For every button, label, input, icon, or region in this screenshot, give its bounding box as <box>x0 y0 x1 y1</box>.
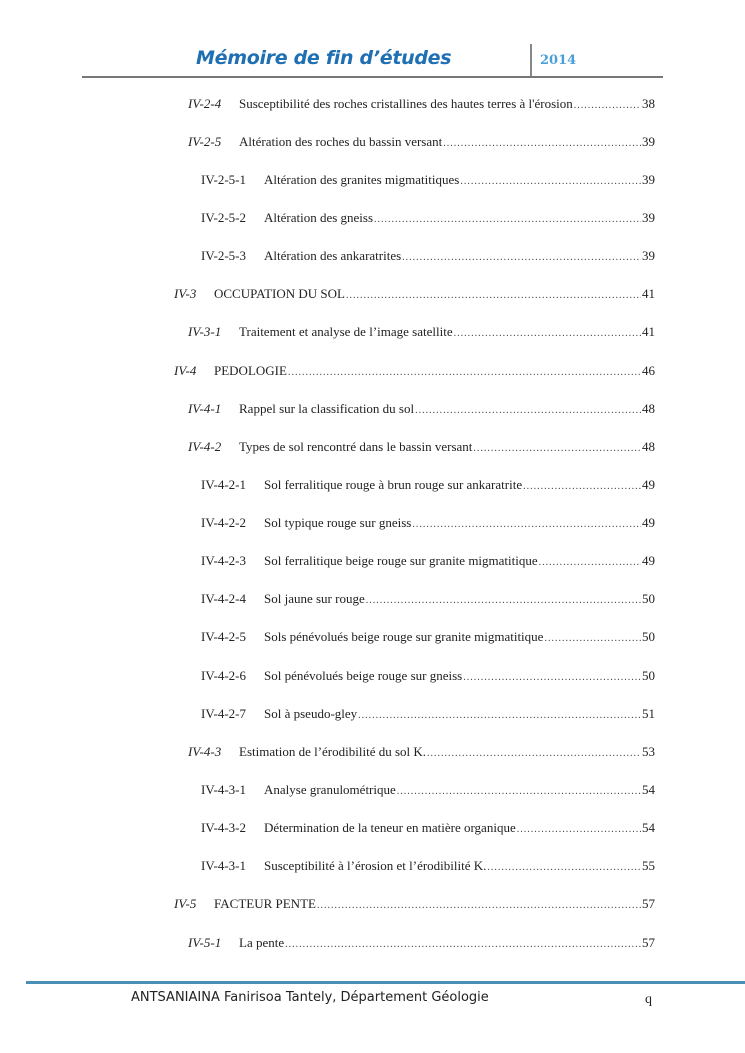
toc-leader <box>454 328 641 339</box>
toc-entry[interactable] <box>201 591 655 611</box>
toc-leader <box>427 748 641 759</box>
toc-number: IV-2-5-1 <box>201 172 247 187</box>
toc-number: IV-4-2 <box>188 439 222 454</box>
toc-title: Susceptibilité à l’érosion et l’érodibilité K. <box>264 858 487 873</box>
toc-page: 57 <box>642 896 655 911</box>
toc-page: 41 <box>642 286 655 301</box>
toc-leader <box>539 557 641 568</box>
toc-entry[interactable] <box>201 515 655 535</box>
toc-entry[interactable] <box>201 858 655 878</box>
toc-page: 57 <box>642 935 655 950</box>
toc-page: 49 <box>642 477 655 492</box>
toc-page: 48 <box>642 401 655 416</box>
toc-page: 49 <box>642 553 655 568</box>
toc-number: IV-4-2-7 <box>201 706 247 721</box>
footer-author: ANTSANIAINA Fanirisoa Tantely, Département Géologie <box>131 990 489 1005</box>
toc-leader <box>374 214 641 225</box>
toc-entry[interactable] <box>188 744 655 764</box>
toc-number: IV-5-1 <box>188 935 222 950</box>
toc-leader <box>285 939 641 950</box>
toc-entry[interactable] <box>201 210 655 230</box>
toc-leader <box>412 519 641 530</box>
toc-number: IV-4-3-1 <box>201 782 247 797</box>
toc-page: 50 <box>642 629 655 644</box>
toc-entry[interactable] <box>188 935 655 955</box>
toc-title: Altération des granites migmatitiques <box>264 172 460 187</box>
toc-number: IV-4 <box>174 363 197 378</box>
toc-page: 53 <box>642 744 655 759</box>
toc-number: IV-4-2-4 <box>201 591 247 606</box>
toc-page: 51 <box>642 706 655 721</box>
toc-title: Sol pénévolués beige rouge sur gneiss <box>264 668 463 683</box>
toc-leader <box>402 252 641 263</box>
toc-entry[interactable] <box>188 134 655 154</box>
toc-number: IV-4-2-1 <box>201 477 247 492</box>
toc-page: 55 <box>642 858 655 873</box>
toc-title: Sol typique rouge sur gneiss <box>264 515 412 530</box>
toc-leader <box>463 672 641 683</box>
toc-number: IV-4-3 <box>188 744 222 759</box>
toc-title: Altération des ankaratrites <box>264 248 402 263</box>
footer-page-number: q <box>645 992 652 1007</box>
toc-leader <box>544 633 641 644</box>
toc-number: IV-4-3-1 <box>201 858 247 873</box>
toc-leader <box>317 900 641 911</box>
toc-entry[interactable] <box>201 668 655 688</box>
toc-page: 38 <box>642 96 655 111</box>
toc-title: Détermination de la teneur en matière organique <box>264 820 516 835</box>
toc-entry[interactable] <box>201 248 655 268</box>
toc-title: Estimation de l’érodibilité du sol K. <box>239 744 427 759</box>
header-year: 2014 <box>540 53 577 68</box>
toc-leader <box>473 443 641 454</box>
toc-number: IV-2-5-3 <box>201 248 247 263</box>
header-title: Mémoire de fin d’études <box>196 47 452 69</box>
toc-title: Sol ferralitique beige rouge sur granite migmatitique <box>264 553 538 568</box>
toc-title: Traitement et analyse de l’image satellite <box>239 324 453 339</box>
toc-number: IV-4-2-3 <box>201 553 247 568</box>
toc-entry[interactable] <box>174 286 655 306</box>
toc-entry[interactable] <box>201 629 655 649</box>
toc-title: Rappel sur la classification du sol <box>239 401 415 416</box>
toc-entry[interactable] <box>174 363 655 383</box>
toc-entry[interactable] <box>188 401 655 421</box>
toc-leader <box>358 710 641 721</box>
toc-page: 46 <box>642 363 655 378</box>
toc-number: IV-4-1 <box>188 401 222 416</box>
toc-leader <box>574 100 641 111</box>
toc-number: IV-2-5-2 <box>201 210 247 225</box>
toc-leader <box>460 176 641 187</box>
toc-leader <box>487 862 641 873</box>
toc-number: IV-4-2-6 <box>201 668 247 683</box>
toc-number: IV-3 <box>174 286 197 301</box>
toc-entry[interactable] <box>201 820 655 840</box>
toc-page: 54 <box>642 782 655 797</box>
toc-page: 48 <box>642 439 655 454</box>
toc-page: 49 <box>642 515 655 530</box>
toc-page: 39 <box>642 134 655 149</box>
toc-leader <box>346 290 641 301</box>
toc-page: 39 <box>642 248 655 263</box>
toc-number: IV-2-5 <box>188 134 222 149</box>
toc-title: Analyse granulométrique <box>264 782 396 797</box>
toc-leader <box>523 481 641 492</box>
toc-entry[interactable] <box>201 553 655 573</box>
toc-entry[interactable] <box>188 324 655 344</box>
header-rule <box>82 76 663 78</box>
toc-page: 41 <box>642 324 655 339</box>
toc-number: IV-2-4 <box>188 96 222 111</box>
toc-title: FACTEUR PENTE <box>214 896 316 911</box>
toc-title: Susceptibilité des roches cristallines des hautes terres à l'érosion <box>239 96 573 111</box>
toc-title: Sol ferralitique rouge à brun rouge sur ankaratrite <box>264 477 523 492</box>
toc-title: Altération des roches du bassin versant <box>239 134 443 149</box>
toc-title: Sol jaune sur rouge <box>264 591 365 606</box>
toc-title: PEDOLOGIE <box>214 363 287 378</box>
toc-leader <box>415 405 641 416</box>
toc-leader <box>288 367 641 378</box>
footer-rule <box>26 981 745 984</box>
toc-title: La pente <box>239 935 285 950</box>
toc-leader <box>397 786 641 797</box>
toc-number: IV-4-3-2 <box>201 820 247 835</box>
toc-entry[interactable] <box>188 96 655 116</box>
toc-page: 54 <box>642 820 655 835</box>
toc-page: 39 <box>642 172 655 187</box>
toc-entry[interactable] <box>201 782 655 802</box>
toc-title: Types de sol rencontré dans le bassin versant <box>239 439 473 454</box>
toc-entry[interactable] <box>174 896 655 916</box>
toc-leader <box>517 824 641 835</box>
toc-title: Sol à pseudo-gley <box>264 706 358 721</box>
toc-number: IV-4-2-5 <box>201 629 247 644</box>
toc-title: Sols pénévolués beige rouge sur granite migmatitique <box>264 629 544 644</box>
toc-leader <box>366 595 641 606</box>
toc-title: OCCUPATION DU SOL <box>214 286 345 301</box>
toc-entry[interactable] <box>201 706 655 726</box>
header-separator <box>530 44 532 77</box>
toc-page: 39 <box>642 210 655 225</box>
toc-entry[interactable] <box>201 172 655 192</box>
toc-leader <box>443 138 641 149</box>
toc-page: 50 <box>642 668 655 683</box>
toc-number: IV-4-2-2 <box>201 515 247 530</box>
toc-number: IV-3-1 <box>188 324 222 339</box>
toc-page: 50 <box>642 591 655 606</box>
toc-entry[interactable] <box>188 439 655 459</box>
toc-number: IV-5 <box>174 896 197 911</box>
toc-entry[interactable] <box>201 477 655 497</box>
toc-title: Altération des gneiss <box>264 210 374 225</box>
